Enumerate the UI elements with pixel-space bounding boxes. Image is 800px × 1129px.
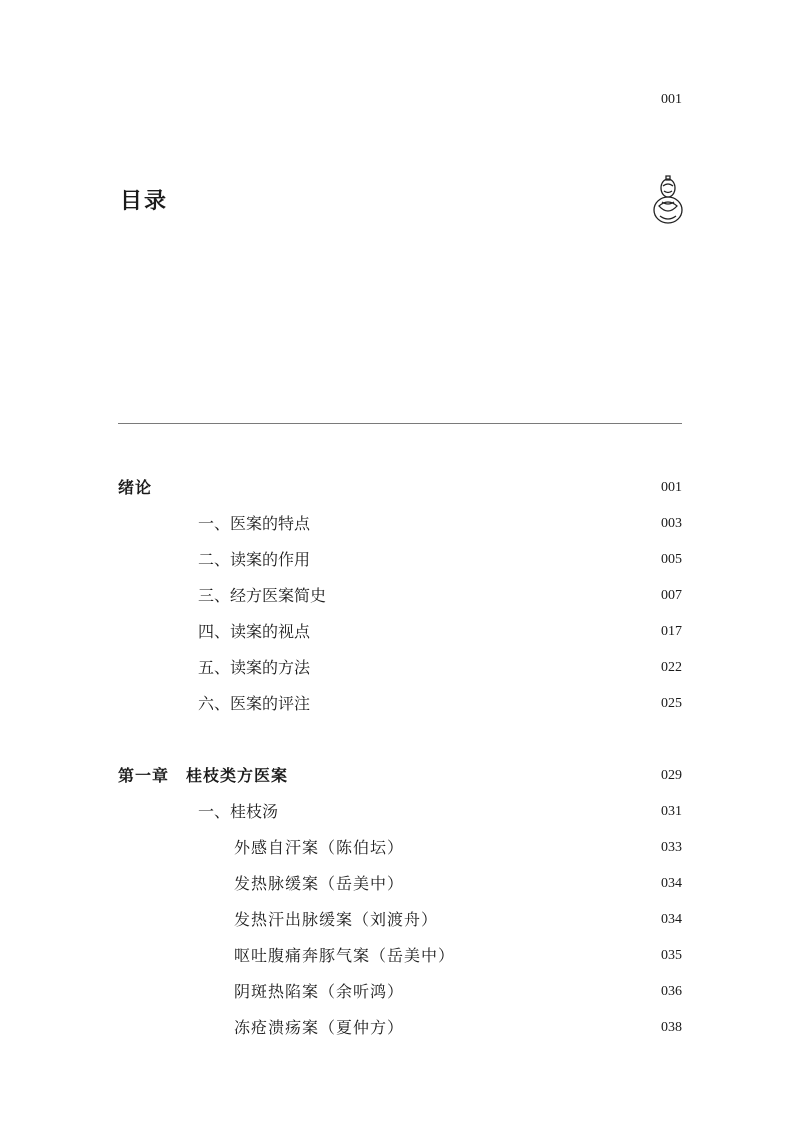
page-number: 001: [661, 92, 682, 107]
gourd-seal-icon: [650, 172, 686, 226]
toc-entry[interactable]: [118, 578, 682, 614]
toc-label: 呕吐腹痛奔豚气案（岳美中）: [234, 946, 456, 965]
toc-entry[interactable]: [118, 974, 682, 1010]
toc-entry[interactable]: [118, 794, 682, 830]
toc-entry[interactable]: [118, 830, 682, 866]
toc-label: 冻疮溃疡案（夏仲方）: [234, 1018, 405, 1037]
toc-label: 一、桂枝汤: [198, 802, 279, 821]
toc-page: 003: [661, 516, 682, 531]
section-spacer: [118, 722, 682, 758]
toc-label: 发热脉缓案（岳美中）: [234, 874, 405, 893]
toc-label: 一、医案的特点: [198, 514, 311, 533]
toc-page: 031: [661, 804, 682, 819]
toc-entry[interactable]: [118, 902, 682, 938]
toc-entry[interactable]: [118, 1010, 682, 1046]
toc-page: 034: [661, 876, 682, 891]
toc-page: 036: [661, 984, 682, 999]
toc-label: 阴斑热陷案（余听鸿）: [234, 982, 405, 1001]
toc-page: 007: [661, 588, 682, 603]
toc-entry[interactable]: [118, 542, 682, 578]
toc-entry[interactable]: [118, 938, 682, 974]
toc-label: 发热汗出脉缓案（刘渡舟）: [234, 910, 439, 929]
toc-label: 五、读案的方法: [198, 658, 311, 677]
toc-label: 外感自汗案（陈伯坛）: [234, 838, 405, 857]
toc-label: 三、经方医案简史: [198, 586, 327, 605]
toc-page: 029: [661, 768, 682, 783]
toc-label: 绪论: [118, 478, 153, 497]
header-divider: [118, 423, 682, 424]
toc-label: 第一章 桂枝类方医案: [118, 766, 289, 785]
toc-entry[interactable]: [118, 506, 682, 542]
toc-label: 二、读案的作用: [198, 550, 311, 569]
toc-entry[interactable]: [118, 650, 682, 686]
toc-entry-chapter-1[interactable]: [118, 758, 682, 794]
table-of-contents: [118, 470, 682, 1046]
toc-page: 035: [661, 948, 682, 963]
toc-entry-intro[interactable]: [118, 470, 682, 506]
toc-page: 017: [661, 624, 682, 639]
toc-page: 038: [661, 1020, 682, 1035]
toc-page: 033: [661, 840, 682, 855]
toc-page: 005: [661, 552, 682, 567]
toc-entry[interactable]: [118, 614, 682, 650]
page-title: 目录: [120, 189, 169, 214]
toc-page: 034: [661, 912, 682, 927]
toc-label: 四、读案的视点: [198, 622, 311, 641]
toc-page: 025: [661, 696, 682, 711]
toc-entry[interactable]: [118, 686, 682, 722]
toc-page: 022: [661, 660, 682, 675]
toc-label: 六、医案的评注: [198, 694, 311, 713]
toc-entry[interactable]: [118, 866, 682, 902]
toc-page: 001: [661, 480, 682, 495]
